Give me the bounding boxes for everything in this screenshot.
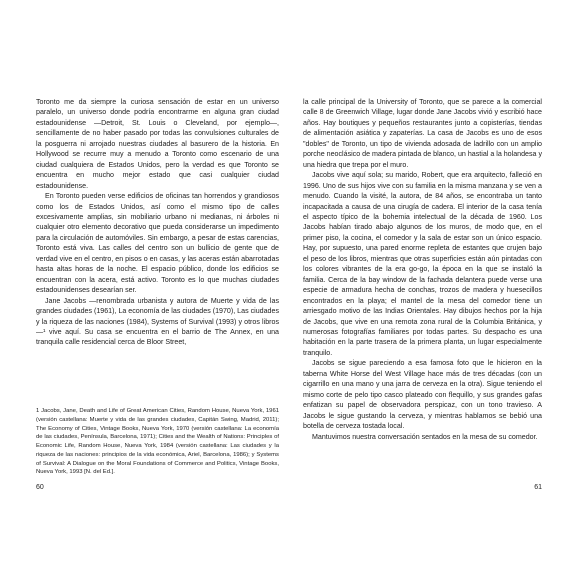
body-text xyxy=(303,97,542,442)
page-number: 61 xyxy=(534,484,542,491)
paragraph: Mantuvimos nuestra conversación sentados en la mesa de su comedor. xyxy=(312,432,538,441)
paragraph: la calle principal de la University of Toronto, que se parece a la comercial calle 8 de Greenwich Village, lugar donde Jane Jacobs vivió y escribió hace años. Hay boutiques y pequeños restaurantes junto a copisterías, tiendas de alimentación asiática y zapaterías. La casa de Jacobs es uno de esos "dobles" de Toronto, un tipo de vivienda adosada de ladrillo con un amplio porche neoclásico de madera pintada de blanco, un hastial a la holandesa y una hiedra que trepa por el muro. xyxy=(303,98,542,169)
paragraph: Jacobs se sigue pareciendo a esa famosa foto que le hicieron en la taberna White Horse del West Village hace más de tres décadas (con un cigarrillo en una mano y una jarra de cerveza en la otra). Sigue teniendo el mismo corte de pelo tipo casco plateado con flequillo, y sus grandes gafas enfatizan su papel de observadora perspicaz, con un tono travieso. A Jacobs le sigue gustando la cerveza, y mientras hablamos se bebió una botella de cerveza tostada local. xyxy=(303,359,542,431)
paragraph: Jacobs vive aquí sola; su marido, Robert, que era arquitecto, falleció en 1996. Uno de sus hijos vive con su familia en la misma manzana y se ven a menudo. Cuando la visité, la autora, de 84 años, se encontraba un tanto incapacitada a causa de una cirugía de cadera. El interior de la casa tenía el aspecto típico de la bohemia intelectual de la década de 1960. Los Jacobs habían tirado abajo algunos de los muros, de modo que, en el primer piso, la cocina, el comedor y la sala de estar son un único espacio. Hay, por supuesto, una pared enorme repleta de estantes que crujen bajo el peso de los libros, mientras que otras superficies están aún pintadas con los colores vibrantes de la era go-go, la época en la que se instaló la familia. Cerca de la bay window de la fachada delantera puede verse una especie de armadura hecha de conchas, trozos de madera y huesecillos encontrados en la playa; el mantel de la mesa del comedor tiene un arriesgado motivo de las Indias Orientales. Hay dibujos hechos por la hija de Jacobs, que vive en una remota zona rural de la Columbia Británica, y numerosas fotografías familiares por todas partes. Su despacho es una habitación en la parte trasera de la primera planta, un lugar especialmente tranquilo. xyxy=(303,171,542,357)
paragraph: En Toronto pueden verse edificios de oficinas tan horrendos y grandiosos como los de Estados Unidos, así como el mismo tipo de calles excesivamente amplias, sin mobiliario urbano ni medianas, ni árboles ni cualquier otro elemento decorativo que pueda considerarse un impedimento para la circulación de automóviles. Sin embargo, a pesar de estas carencias, Toronto está viva. Las calles del centro son un bullicio de gente que de verdad vive en el centro, en pisos o en casas, y las aceras están abarrotadas hasta altas horas de la noche. El espacio público, donde los edificios se encuentran con la acera, está activo. Toronto es lo que muchas ciudades estadounidenses desearían ser. xyxy=(36,192,279,295)
page-number: 60 xyxy=(36,484,44,491)
paragraph: Jane Jacobs —renombrada urbanista y autora de Muerte y vida de las grandes ciudades (1961), La economía de las ciudades (1970), Las ciudades y la riqueza de las naciones (1984), Systems of Survival (1993) y otros libros—¹ vive aquí. Su casa se encuentra en el barrio de The Annex, en una tranquila calle residencial cerca de Bloor Street, xyxy=(36,296,279,347)
right-page xyxy=(285,0,570,570)
footnote-text: 1 Jacobs, Jane, Death and Life of Great American Cities, Random House, Nueva York, 1961 (versión castellana: Muerte y vida de las grandes ciudades, Capitán Swing, Madrid, 2011); The Economy of Cities, Vintage Books, Nueva York, 1970 (versión castellana: La economía de las ciudades, Península, Barcelona, 1971); Cities and the Wealth of Nations: Principles of Economic Life, Random House, Nueva York, 1984 (versión castellana: Las ciudades y la riqueza de las naciones: principios de la vida económica, Ariel, Barcelona, 1986); y Systems of Survival: A Dialogue on the Moral Foundations of Commerce and Politics, Vintage Books, Nueva York, 1993 [N. del Ed.]. xyxy=(36,408,279,476)
body-text xyxy=(36,97,279,348)
footnote xyxy=(36,407,279,477)
paragraph: Toronto me da siempre la curiosa sensación de estar en un universo paralelo, un universo donde podría encontrarme en alguna gran ciudad estadounidense —Detroit, St. Louis o Cleveland, por ejemplo—, sencillamente de no haber pasado por todas las convulsiones culturales de la posguerra ni arrojado nuestras ciudades al basurero de la historia. En Hollywood se recurre muy a menudo a Toronto como escenario de una ciudad cualquiera de Estados Unidos, pero la verdad es que Toronto se encuentra en mucho mejor estado que casi cualquier ciudad estadounidense. xyxy=(36,98,279,190)
